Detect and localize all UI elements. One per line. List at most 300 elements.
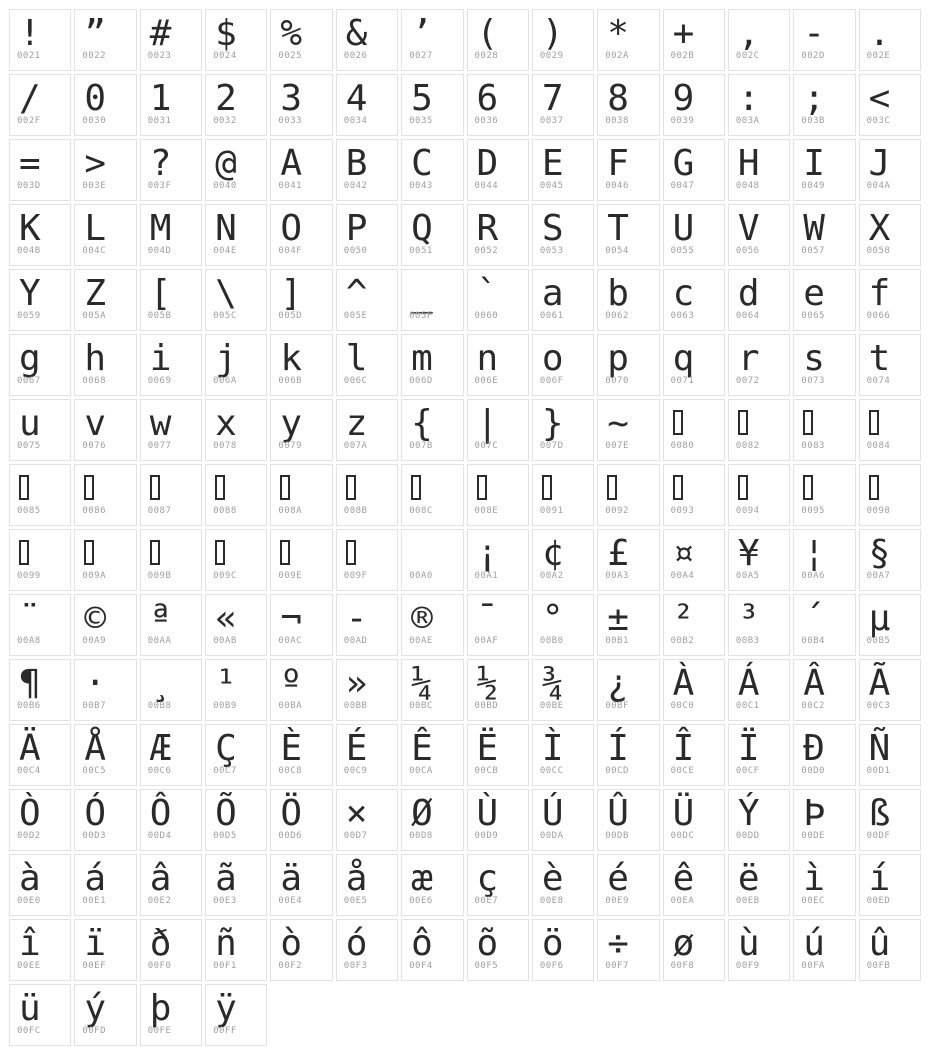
- glyph-cell[interactable]: [270, 464, 332, 526]
- glyph-cell[interactable]: [532, 9, 594, 71]
- glyph-cell[interactable]: [9, 789, 71, 851]
- glyph-cell[interactable]: [205, 919, 267, 981]
- glyph: ¬: [280, 598, 303, 639]
- glyph: -: [803, 13, 825, 54]
- glyph-cell[interactable]: [467, 854, 529, 916]
- glyph-cell[interactable]: [270, 919, 332, 981]
- glyph-cell[interactable]: [597, 204, 659, 266]
- glyph-cell[interactable]: [597, 789, 659, 851]
- glyph: [729, 465, 789, 509]
- glyph-cell[interactable]: [270, 139, 332, 201]
- glyph-cell[interactable]: [467, 529, 529, 591]
- glyph: Ù: [476, 793, 499, 834]
- glyph-cell[interactable]: [140, 204, 202, 266]
- glyph-cell[interactable]: [793, 789, 855, 851]
- notdef-box-glyph: [673, 475, 683, 500]
- glyph-cell[interactable]: [532, 269, 594, 331]
- glyph-cell[interactable]: [74, 334, 136, 396]
- glyph-cell[interactable]: [793, 204, 855, 266]
- glyph-cell[interactable]: [793, 269, 855, 331]
- glyph-cell[interactable]: [597, 464, 659, 526]
- glyph-cell[interactable]: [401, 854, 463, 916]
- glyph: í: [868, 858, 891, 899]
- glyph-code: 007E: [605, 441, 629, 451]
- glyph: ±: [607, 598, 629, 639]
- glyph: ¾: [541, 663, 564, 704]
- glyph-cell[interactable]: [9, 74, 71, 136]
- glyph-cell[interactable]: [140, 789, 202, 851]
- glyph-cell[interactable]: [401, 9, 463, 71]
- glyph-cell[interactable]: [74, 529, 136, 591]
- glyph-cell[interactable]: [597, 659, 659, 721]
- glyph-cell[interactable]: [336, 74, 398, 136]
- glyph-cell[interactable]: [728, 659, 790, 721]
- glyph-cell[interactable]: [9, 139, 71, 201]
- glyph-cell[interactable]: [597, 529, 659, 591]
- glyph-cell[interactable]: [401, 204, 463, 266]
- glyph: N: [215, 208, 237, 249]
- glyph-cell[interactable]: [9, 659, 71, 721]
- glyph-cell[interactable]: [859, 659, 921, 721]
- glyph: û: [868, 923, 891, 964]
- glyph-code: 0054: [605, 246, 629, 256]
- glyph: Æ: [149, 728, 172, 769]
- glyph-code: 0030: [82, 116, 107, 126]
- glyph: ô: [411, 923, 433, 964]
- glyph-cell[interactable]: [205, 854, 267, 916]
- glyph-cell[interactable]: [728, 399, 790, 461]
- glyph-code: 00FF: [213, 1026, 237, 1036]
- glyph-cell[interactable]: [336, 464, 398, 526]
- glyph-cell[interactable]: [859, 529, 921, 591]
- glyph-cell[interactable]: [728, 529, 790, 591]
- glyph-cell[interactable]: [663, 464, 725, 526]
- glyph-cell[interactable]: [270, 399, 332, 461]
- glyph-cell[interactable]: [597, 269, 659, 331]
- glyph-cell[interactable]: [205, 139, 267, 201]
- glyph-code: 0062: [605, 311, 629, 321]
- glyph-cell[interactable]: [532, 399, 594, 461]
- glyph: [402, 465, 462, 509]
- glyph-cell[interactable]: [532, 919, 594, 981]
- glyph-cell[interactable]: [728, 204, 790, 266]
- glyph-cell[interactable]: [140, 724, 202, 786]
- glyph-cell[interactable]: [336, 594, 398, 656]
- glyph-cell[interactable]: [336, 724, 398, 786]
- glyph-code: 0035: [409, 116, 433, 126]
- glyph-cell[interactable]: [728, 594, 790, 656]
- glyph-cell[interactable]: [663, 529, 725, 591]
- glyph-cell[interactable]: [728, 74, 790, 136]
- glyph-cell[interactable]: [205, 334, 267, 396]
- glyph-cell[interactable]: [663, 659, 725, 721]
- glyph-cell[interactable]: [532, 334, 594, 396]
- glyph: s: [803, 338, 825, 379]
- glyph-cell[interactable]: [467, 399, 529, 461]
- glyph-code: 00C6: [147, 766, 172, 776]
- glyph: $: [215, 13, 237, 54]
- glyph: n: [476, 338, 499, 379]
- glyph-cell[interactable]: [74, 204, 136, 266]
- glyph-cell[interactable]: [140, 854, 202, 916]
- glyph-cell[interactable]: [859, 854, 921, 916]
- glyph-cell[interactable]: [467, 919, 529, 981]
- glyph-cell[interactable]: [270, 789, 332, 851]
- glyph-cell[interactable]: [74, 659, 136, 721]
- glyph-cell[interactable]: [728, 919, 790, 981]
- glyph-cell[interactable]: [467, 74, 529, 136]
- glyph-cell[interactable]: [663, 789, 725, 851]
- glyph-code: 009E: [278, 571, 303, 581]
- glyph-cell[interactable]: [597, 854, 659, 916]
- glyph-cell[interactable]: [401, 334, 463, 396]
- glyph-cell[interactable]: [205, 724, 267, 786]
- glyph-cell[interactable]: [140, 74, 202, 136]
- glyph: [468, 465, 528, 509]
- glyph-cell[interactable]: [467, 204, 529, 266]
- glyph-cell[interactable]: [140, 399, 202, 461]
- glyph-cell[interactable]: [793, 529, 855, 591]
- glyph-cell[interactable]: [663, 854, 725, 916]
- glyph-cell[interactable]: [140, 659, 202, 721]
- glyph-cell[interactable]: [597, 919, 659, 981]
- glyph-cell[interactable]: [467, 139, 529, 201]
- glyph-cell[interactable]: [793, 854, 855, 916]
- glyph-cell[interactable]: [663, 74, 725, 136]
- glyph-cell[interactable]: [793, 74, 855, 136]
- glyph-cell[interactable]: [336, 789, 398, 851]
- notdef-box-glyph: [542, 475, 552, 500]
- glyph-cell[interactable]: [401, 789, 463, 851]
- glyph-cell[interactable]: [793, 139, 855, 201]
- glyph-code: 0069: [147, 376, 172, 386]
- glyph-cell[interactable]: [205, 984, 267, 1046]
- glyph-cell[interactable]: [401, 659, 463, 721]
- glyph: =: [19, 143, 41, 184]
- glyph-cell[interactable]: [663, 399, 725, 461]
- glyph-cell[interactable]: [74, 854, 136, 916]
- glyph-code: 00C8: [278, 766, 303, 776]
- glyph-cell[interactable]: [728, 789, 790, 851]
- glyph-code: 00F9: [735, 961, 760, 971]
- glyph-cell[interactable]: [336, 529, 398, 591]
- glyph-cell[interactable]: [859, 919, 921, 981]
- glyph-cell[interactable]: [140, 464, 202, 526]
- glyph-cell[interactable]: [9, 594, 71, 656]
- glyph-cell[interactable]: [467, 334, 529, 396]
- glyph-cell[interactable]: [467, 724, 529, 786]
- glyph-cell[interactable]: [401, 594, 463, 656]
- glyph-cell[interactable]: [74, 919, 136, 981]
- glyph-cell[interactable]: [859, 204, 921, 266]
- glyph: ¦: [803, 533, 825, 574]
- glyph-cell[interactable]: [728, 9, 790, 71]
- glyph-cell[interactable]: [793, 594, 855, 656]
- glyph: ´: [803, 598, 825, 639]
- glyph-code: 0024: [213, 51, 237, 61]
- glyph-cell[interactable]: [663, 334, 725, 396]
- glyph: Ë: [476, 728, 499, 769]
- glyph-cell[interactable]: [467, 659, 529, 721]
- glyph-cell[interactable]: [270, 594, 332, 656]
- glyph-cell[interactable]: [74, 399, 136, 461]
- glyph-cell[interactable]: [401, 464, 463, 526]
- glyph-cell[interactable]: [467, 464, 529, 526]
- glyph-cell[interactable]: [205, 74, 267, 136]
- glyph-code: 0046: [605, 181, 629, 191]
- glyph: L: [84, 208, 107, 249]
- glyph-cell[interactable]: [859, 789, 921, 851]
- glyph-cell[interactable]: [9, 399, 71, 461]
- glyph-cell[interactable]: [532, 789, 594, 851]
- glyph-cell[interactable]: [205, 399, 267, 461]
- glyph-cell[interactable]: [270, 659, 332, 721]
- glyph: ’: [411, 13, 433, 54]
- glyph-cell[interactable]: [793, 399, 855, 461]
- glyph-cell[interactable]: [532, 854, 594, 916]
- glyph-cell[interactable]: [9, 724, 71, 786]
- glyph-cell[interactable]: [74, 464, 136, 526]
- glyph-cell[interactable]: [467, 269, 529, 331]
- glyph-cell[interactable]: [859, 74, 921, 136]
- glyph-cell[interactable]: [401, 399, 463, 461]
- glyph-cell[interactable]: [597, 74, 659, 136]
- glyph-cell[interactable]: [467, 9, 529, 71]
- glyph-cell[interactable]: [793, 9, 855, 71]
- glyph-cell[interactable]: [205, 464, 267, 526]
- glyph-cell[interactable]: [728, 854, 790, 916]
- glyph-cell[interactable]: [663, 9, 725, 71]
- glyph-cell[interactable]: [336, 919, 398, 981]
- glyph: ): [541, 13, 564, 54]
- glyph-cell[interactable]: [467, 789, 529, 851]
- glyph-cell[interactable]: [205, 9, 267, 71]
- glyph-cell[interactable]: [401, 529, 463, 591]
- glyph-cell[interactable]: [140, 334, 202, 396]
- glyph-cell[interactable]: [74, 139, 136, 201]
- glyph-cell[interactable]: [532, 594, 594, 656]
- glyph-code: 00BE: [539, 701, 564, 711]
- glyph-cell[interactable]: [663, 269, 725, 331]
- glyph-cell[interactable]: [532, 204, 594, 266]
- glyph-cell[interactable]: [336, 854, 398, 916]
- glyph-cell[interactable]: [793, 334, 855, 396]
- glyph-code: 00AE: [409, 636, 433, 646]
- glyph-cell[interactable]: [205, 529, 267, 591]
- glyph: p: [607, 338, 629, 379]
- glyph-cell[interactable]: [140, 919, 202, 981]
- glyph: &: [345, 13, 368, 54]
- glyph-cell[interactable]: [140, 594, 202, 656]
- glyph-cell[interactable]: [532, 529, 594, 591]
- glyph-cell[interactable]: [336, 659, 398, 721]
- glyph: å: [345, 858, 368, 899]
- glyph-cell[interactable]: [663, 139, 725, 201]
- glyph-cell[interactable]: [793, 919, 855, 981]
- glyph-cell[interactable]: [728, 139, 790, 201]
- glyph-cell[interactable]: [532, 74, 594, 136]
- glyph-cell[interactable]: [9, 464, 71, 526]
- glyph-cell[interactable]: [859, 334, 921, 396]
- glyph-cell[interactable]: [728, 334, 790, 396]
- glyph: [10, 530, 70, 574]
- glyph-cell[interactable]: [74, 789, 136, 851]
- glyph-cell[interactable]: [859, 269, 921, 331]
- glyph-cell[interactable]: [140, 139, 202, 201]
- glyph-cell[interactable]: [532, 724, 594, 786]
- glyph-cell[interactable]: [336, 399, 398, 461]
- glyph-cell[interactable]: [205, 204, 267, 266]
- glyph-cell[interactable]: [140, 984, 202, 1046]
- glyph-code: 0056: [735, 246, 760, 256]
- glyph-cell[interactable]: [401, 139, 463, 201]
- glyph-cell[interactable]: [597, 594, 659, 656]
- glyph-cell[interactable]: [336, 269, 398, 331]
- glyph-cell[interactable]: [532, 464, 594, 526]
- glyph-cell[interactable]: [467, 594, 529, 656]
- glyph-code: 0071: [670, 376, 695, 386]
- glyph-cell[interactable]: [205, 789, 267, 851]
- glyph-cell[interactable]: [74, 9, 136, 71]
- glyph-code: 0028: [474, 51, 499, 61]
- glyph-code: 0040: [213, 181, 237, 191]
- glyph: +: [672, 13, 695, 54]
- glyph: ®: [411, 598, 433, 639]
- glyph-cell[interactable]: [270, 724, 332, 786]
- glyph-cell[interactable]: [270, 74, 332, 136]
- glyph: ¿: [607, 663, 629, 704]
- glyph: ¥: [737, 533, 760, 574]
- glyph-code: 00C2: [801, 701, 825, 711]
- glyph-cell[interactable]: [140, 269, 202, 331]
- glyph-cell[interactable]: [401, 269, 463, 331]
- glyph-cell[interactable]: [663, 594, 725, 656]
- notdef-box-glyph: [215, 475, 225, 500]
- glyph-cell[interactable]: [532, 139, 594, 201]
- glyph-cell[interactable]: [336, 204, 398, 266]
- glyph-code: 00F2: [278, 961, 303, 971]
- glyph-cell[interactable]: [74, 269, 136, 331]
- glyph-cell[interactable]: [140, 9, 202, 71]
- glyph: ¡: [476, 533, 499, 574]
- glyph-cell[interactable]: [336, 334, 398, 396]
- glyph-code: 004C: [82, 246, 107, 256]
- glyph-code: 0058: [866, 246, 891, 256]
- glyph-cell[interactable]: [74, 594, 136, 656]
- notdef-box-glyph: [346, 475, 356, 500]
- glyph: ù: [737, 923, 760, 964]
- glyph-cell[interactable]: [9, 269, 71, 331]
- glyph-cell[interactable]: [728, 269, 790, 331]
- glyph-code: 0079: [278, 441, 303, 451]
- glyph-cell[interactable]: [9, 9, 71, 71]
- glyph-code: 00EB: [735, 896, 760, 906]
- glyph: D: [476, 143, 499, 184]
- glyph-code: 00CB: [474, 766, 499, 776]
- glyph-code: 0093: [670, 506, 695, 516]
- glyph-cell[interactable]: [401, 919, 463, 981]
- glyph-cell[interactable]: [401, 74, 463, 136]
- glyph-cell[interactable]: [270, 269, 332, 331]
- glyph-cell[interactable]: [205, 269, 267, 331]
- glyph-cell[interactable]: [663, 919, 725, 981]
- glyph-cell[interactable]: [270, 204, 332, 266]
- glyph-cell[interactable]: [859, 139, 921, 201]
- glyph-cell[interactable]: [663, 204, 725, 266]
- glyph: E: [541, 143, 564, 184]
- glyph-cell[interactable]: [336, 9, 398, 71]
- glyph-code: 00C4: [17, 766, 41, 776]
- glyph-cell[interactable]: [663, 724, 725, 786]
- glyph-cell[interactable]: [597, 399, 659, 461]
- glyph-cell[interactable]: [597, 139, 659, 201]
- glyph-code: 00D6: [278, 831, 303, 841]
- glyph: o: [541, 338, 564, 379]
- glyph-cell[interactable]: [597, 9, 659, 71]
- glyph-cell[interactable]: [270, 334, 332, 396]
- glyph-cell[interactable]: [401, 724, 463, 786]
- glyph-cell[interactable]: [205, 659, 267, 721]
- glyph-cell[interactable]: [140, 529, 202, 591]
- glyph-cell[interactable]: [859, 594, 921, 656]
- glyph-code: 008E: [474, 506, 499, 516]
- glyph-cell[interactable]: [728, 724, 790, 786]
- glyph-cell[interactable]: [74, 74, 136, 136]
- glyph-code: 007B: [409, 441, 433, 451]
- glyph: É: [345, 728, 368, 769]
- glyph-cell[interactable]: [859, 724, 921, 786]
- glyph-cell[interactable]: [9, 854, 71, 916]
- glyph-cell[interactable]: [9, 984, 71, 1046]
- glyph: ñ: [215, 923, 237, 964]
- glyph-cell[interactable]: [859, 9, 921, 71]
- glyph: i: [149, 338, 172, 379]
- glyph-cell[interactable]: [270, 529, 332, 591]
- glyph: h: [84, 338, 107, 379]
- glyph-cell[interactable]: [205, 594, 267, 656]
- glyph-code: 006D: [409, 376, 433, 386]
- glyph-cell[interactable]: [597, 334, 659, 396]
- glyph-cell[interactable]: [9, 529, 71, 591]
- glyph: ú: [803, 923, 825, 964]
- glyph-cell[interactable]: [793, 659, 855, 721]
- glyph-cell[interactable]: [859, 399, 921, 461]
- glyph-cell[interactable]: [9, 334, 71, 396]
- glyph-code: 00E9: [605, 896, 629, 906]
- glyph-cell[interactable]: [728, 464, 790, 526]
- glyph-cell[interactable]: [270, 9, 332, 71]
- glyph-cell[interactable]: [532, 659, 594, 721]
- glyph: °: [541, 598, 564, 639]
- glyph: \: [215, 273, 237, 314]
- glyph-cell[interactable]: [9, 204, 71, 266]
- glyph: C: [411, 143, 433, 184]
- glyph: [271, 465, 331, 509]
- glyph: y: [280, 403, 303, 444]
- glyph-cell[interactable]: [793, 724, 855, 786]
- glyph-code: 00CD: [605, 766, 629, 776]
- glyph-code: 00F8: [670, 961, 695, 971]
- glyph-cell[interactable]: [74, 984, 136, 1046]
- glyph-cell[interactable]: [9, 919, 71, 981]
- glyph-code: 004A: [866, 181, 891, 191]
- glyph-cell[interactable]: [597, 724, 659, 786]
- glyph-cell[interactable]: [74, 724, 136, 786]
- glyph-cell[interactable]: [336, 139, 398, 201]
- glyph-cell[interactable]: [270, 854, 332, 916]
- glyph-cell[interactable]: [859, 464, 921, 526]
- glyph-cell[interactable]: [793, 464, 855, 526]
